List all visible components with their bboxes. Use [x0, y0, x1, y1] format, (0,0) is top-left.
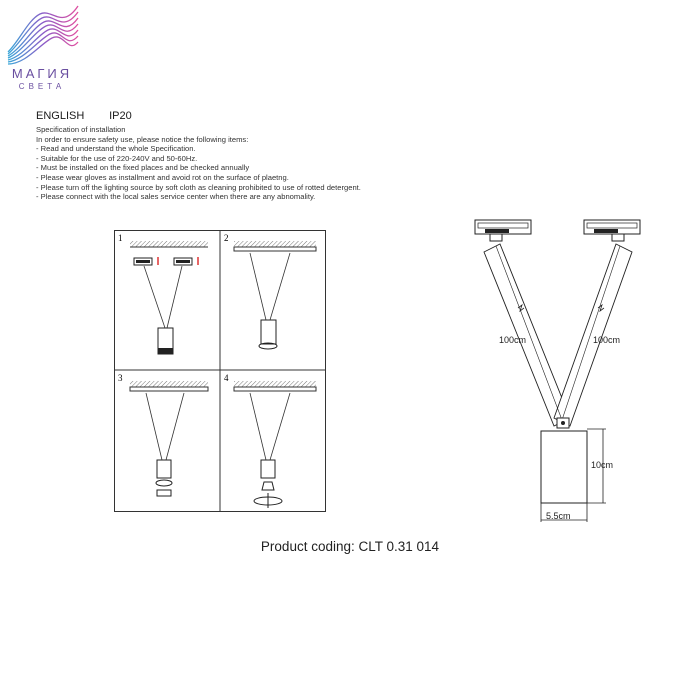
spec-item: - Please turn off the lighting source by soft cloth as cleaning prohibited to use of rotted detergent.: [36, 182, 361, 192]
spec-title: Specification of installation: [36, 125, 126, 134]
product-coding: [0, 539, 700, 554]
cable-length-right-label: 100cm: [593, 335, 621, 345]
product-code-value: CLT 0.31 014: [358, 539, 440, 554]
installation-steps-diagram: [114, 230, 326, 512]
brand-subtitle: СВЕТА: [18, 82, 66, 91]
spec-item: - Suitable for the use of 220-240V and 50-60Hz.: [36, 153, 198, 163]
brand-logo: [0, 0, 90, 100]
language-label: ENGLISH: [36, 110, 85, 122]
step-number: 1: [118, 233, 123, 243]
track-adapter-right: [584, 220, 640, 241]
header-row: [36, 110, 132, 122]
step-3-panel: [118, 373, 208, 496]
ip-rating: IP20: [109, 110, 132, 122]
wave-logo-icon: [0, 0, 90, 70]
width-label: 5.5cm: [546, 511, 571, 521]
spec-item: - Read and understand the whole Specification.: [36, 144, 196, 154]
spec-item: - Please connect with the local sales service center when there are any abnomality.: [36, 192, 316, 202]
track-adapter-left: [475, 220, 531, 241]
step-2-panel: [224, 233, 316, 349]
step-number: 4: [224, 373, 229, 383]
step-1-panel: [118, 233, 208, 354]
product-coding-label: Product coding:: [260, 539, 355, 554]
cable-length-left-label: 100cm: [499, 335, 527, 345]
step-number: 3: [118, 373, 123, 383]
installation-spec: [36, 125, 436, 202]
step-number: 2: [224, 233, 229, 243]
spec-intro: In order to ensure safety use, please notice the following items:: [36, 134, 249, 144]
spec-item: - Must be installed on the fixed places and be checked annually: [36, 163, 250, 173]
height-label: 10cm: [591, 460, 614, 470]
spec-item: - Please wear gloves as installment and avoid rot on the surface of plaetng.: [36, 172, 289, 182]
dimension-drawing: [460, 210, 660, 530]
brand-name: МАГИЯ: [11, 66, 73, 81]
step-4-panel: [224, 373, 316, 508]
